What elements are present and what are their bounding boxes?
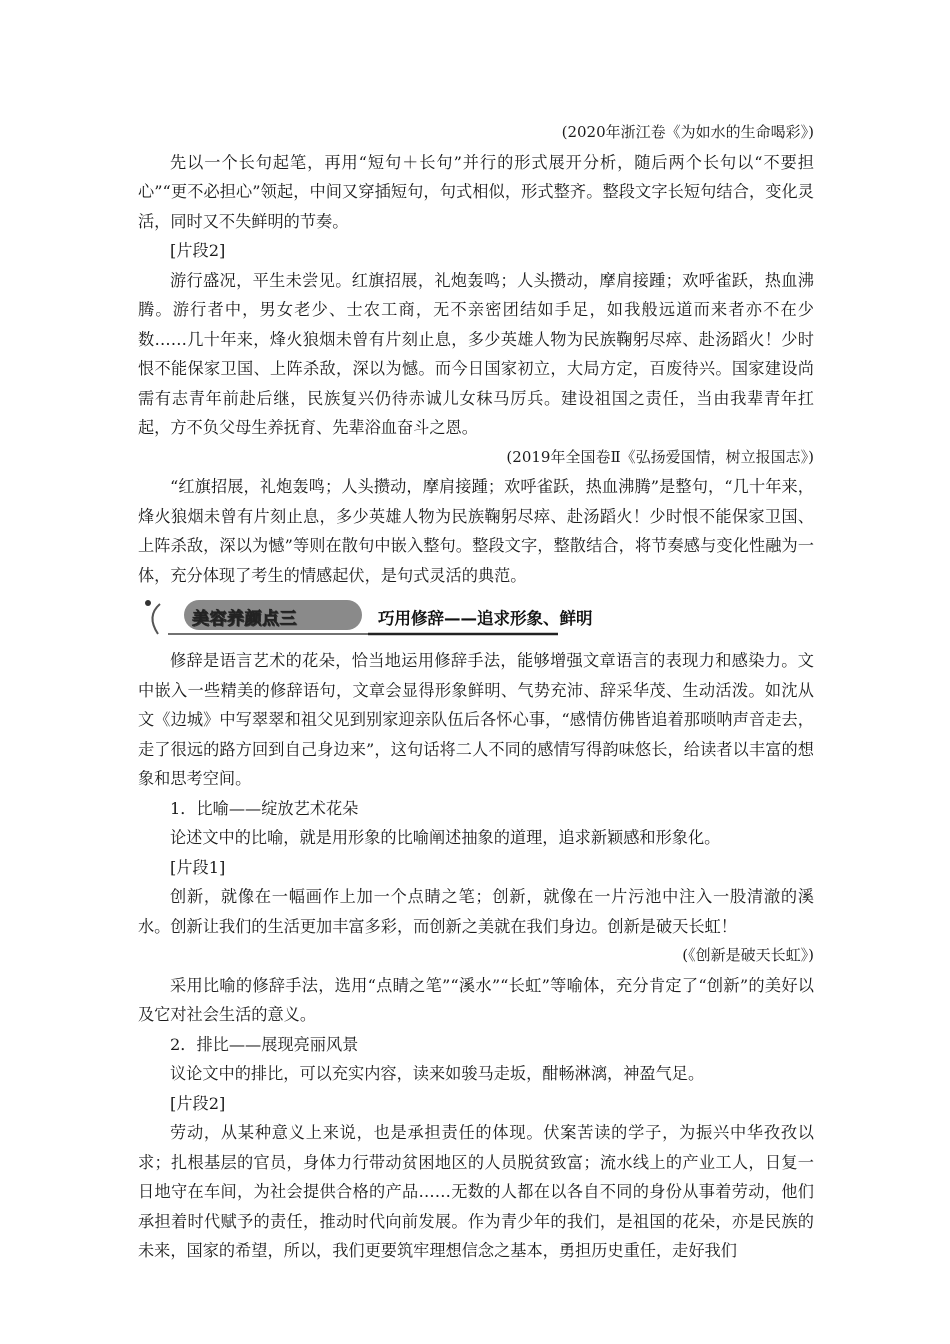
subheading: 1．比喻——绽放艺术花朵 [170, 798, 359, 818]
paragraph: 游行盛况，平生未尝见。红旗招展，礼炮轰鸣；人头攒动，摩肩接踵；欢呼雀跃，热血沸腾。游行者中，男女老少、士农工商，无不亲密团结如手足，如我般远道而来者亦不在少数……几十年来，烽火狼烟未曾有片刻止息，多少英雄人物为民族鞠躬尽瘁、赴汤蹈火！少时恨不能保家卫国、上阵杀敌，深以为憾。而今日国家初立，大局方定，百废待兴。国家建设尚需有志青年前赴后继，民族复兴仍待赤诚儿女秣马厉兵。建设祖国之责任，当由我辈青年扛起，方不负父母生养抚育、先辈浴血奋斗之恩。 [138, 270, 814, 437]
section-title: 巧用修辞——追求形象、鲜明 [378, 609, 593, 628]
paragraph: 论述文中的比喻，就是用形象的比喻阐述抽象的道理，追求新颖感和形象化。 [170, 828, 721, 847]
excerpt-label: [片段2] [170, 1093, 226, 1113]
paragraph: “红旗招展，礼炮轰鸣；人头攒动，摩肩接踵；欢呼雀跃，热血沸腾”是整句，“几十年来，烽火狼烟未曾有片刻止息，多少英雄人物为民族鞠躬尽瘁、赴汤蹈火！少时恨不能保家卫国、上阵杀敌，深以为憾”等则在散句中嵌入整句。整段文字，整散结合，将节奏感与变化性融为一体，充分体现了考生的情感起伏，是句式灵活的典范。 [138, 477, 814, 585]
source-citation: (《创新是破天长虹》) [682, 946, 814, 964]
paragraph: 先以一个长句起笔，再用“短句＋长句”并行的形式展开分析，随后两个长句以“不要担心”“更不必担心”领起，中间又穿插短句，句式相似，形式整齐。整段文字长短句结合，变化灵活，同时又不失鲜明的节奏。 [138, 152, 814, 231]
paragraph: 修辞是语言艺术的花朵，恰当地运用修辞手法，能够增强文章语言的表现力和感染力。文中嵌入一些精美的修辞语句，文章会显得形象鲜明、气势充沛、辞采华茂、生动活泼。如沈从文《边城》中写翠翠和祖父见到别家迎亲队伍后各怀心事，“感情仿佛皆追着那唢呐声音走去，走了很远的路方回到自己身边来”，这句话将二人不同的感情写得韵味悠长，给读者以丰富的想象和思考空间。 [138, 651, 814, 788]
paragraph: 议论文中的排比，可以充实内容，读来如骏马走坂，酣畅淋漓，神盈气足。 [170, 1064, 705, 1083]
source-citation: (2020年浙江卷《为如水的生命喝彩》) [561, 123, 814, 141]
paragraph: 劳动，从某种意义上来说，也是承担责任的体现。伏案苦读的学子，为振兴中华孜孜以求；扎根基层的官员，身体力行带动贫困地区的人员脱贫致富；流水线上的产业工人，日复一日地守在车间，为社会提供合格的产品……无数的人都在以各自不同的身份从事着劳动，他们承担着时代赋予的责任，推动时代向前发展。作为青少年的我们，是祖国的花朵，亦是民族的未来，国家的希望，所以，我们更要筑牢理想信念之基本，勇担历史重任，走好我们 [138, 1123, 814, 1260]
excerpt-label: [片段1] [170, 857, 226, 877]
paragraph: 创新，就像在一幅画作上加一个点睛之笔；创新，就像在一片污池中注入一股清澈的溪水。创新让我们的生活更加丰富多彩，而创新之美就在我们身边。创新是破天长虹！ [138, 887, 814, 936]
paragraph: 采用比喻的修辞手法，选用“点睛之笔”“溪水”“长虹”等喻体，充分肯定了“创新”的美好以及它对社会生活的意义。 [138, 975, 814, 1024]
excerpt-label: [片段2] [170, 241, 226, 260]
source-citation: (2019年全国卷Ⅱ《弘扬爱国情，树立报国志》) [506, 447, 814, 466]
subheading: 2．排比——展现亮丽风景 [170, 1034, 359, 1054]
banner-tag: 美容养颜点三 [192, 609, 297, 629]
section-banner [138, 594, 814, 640]
document-body [138, 118, 814, 1266]
